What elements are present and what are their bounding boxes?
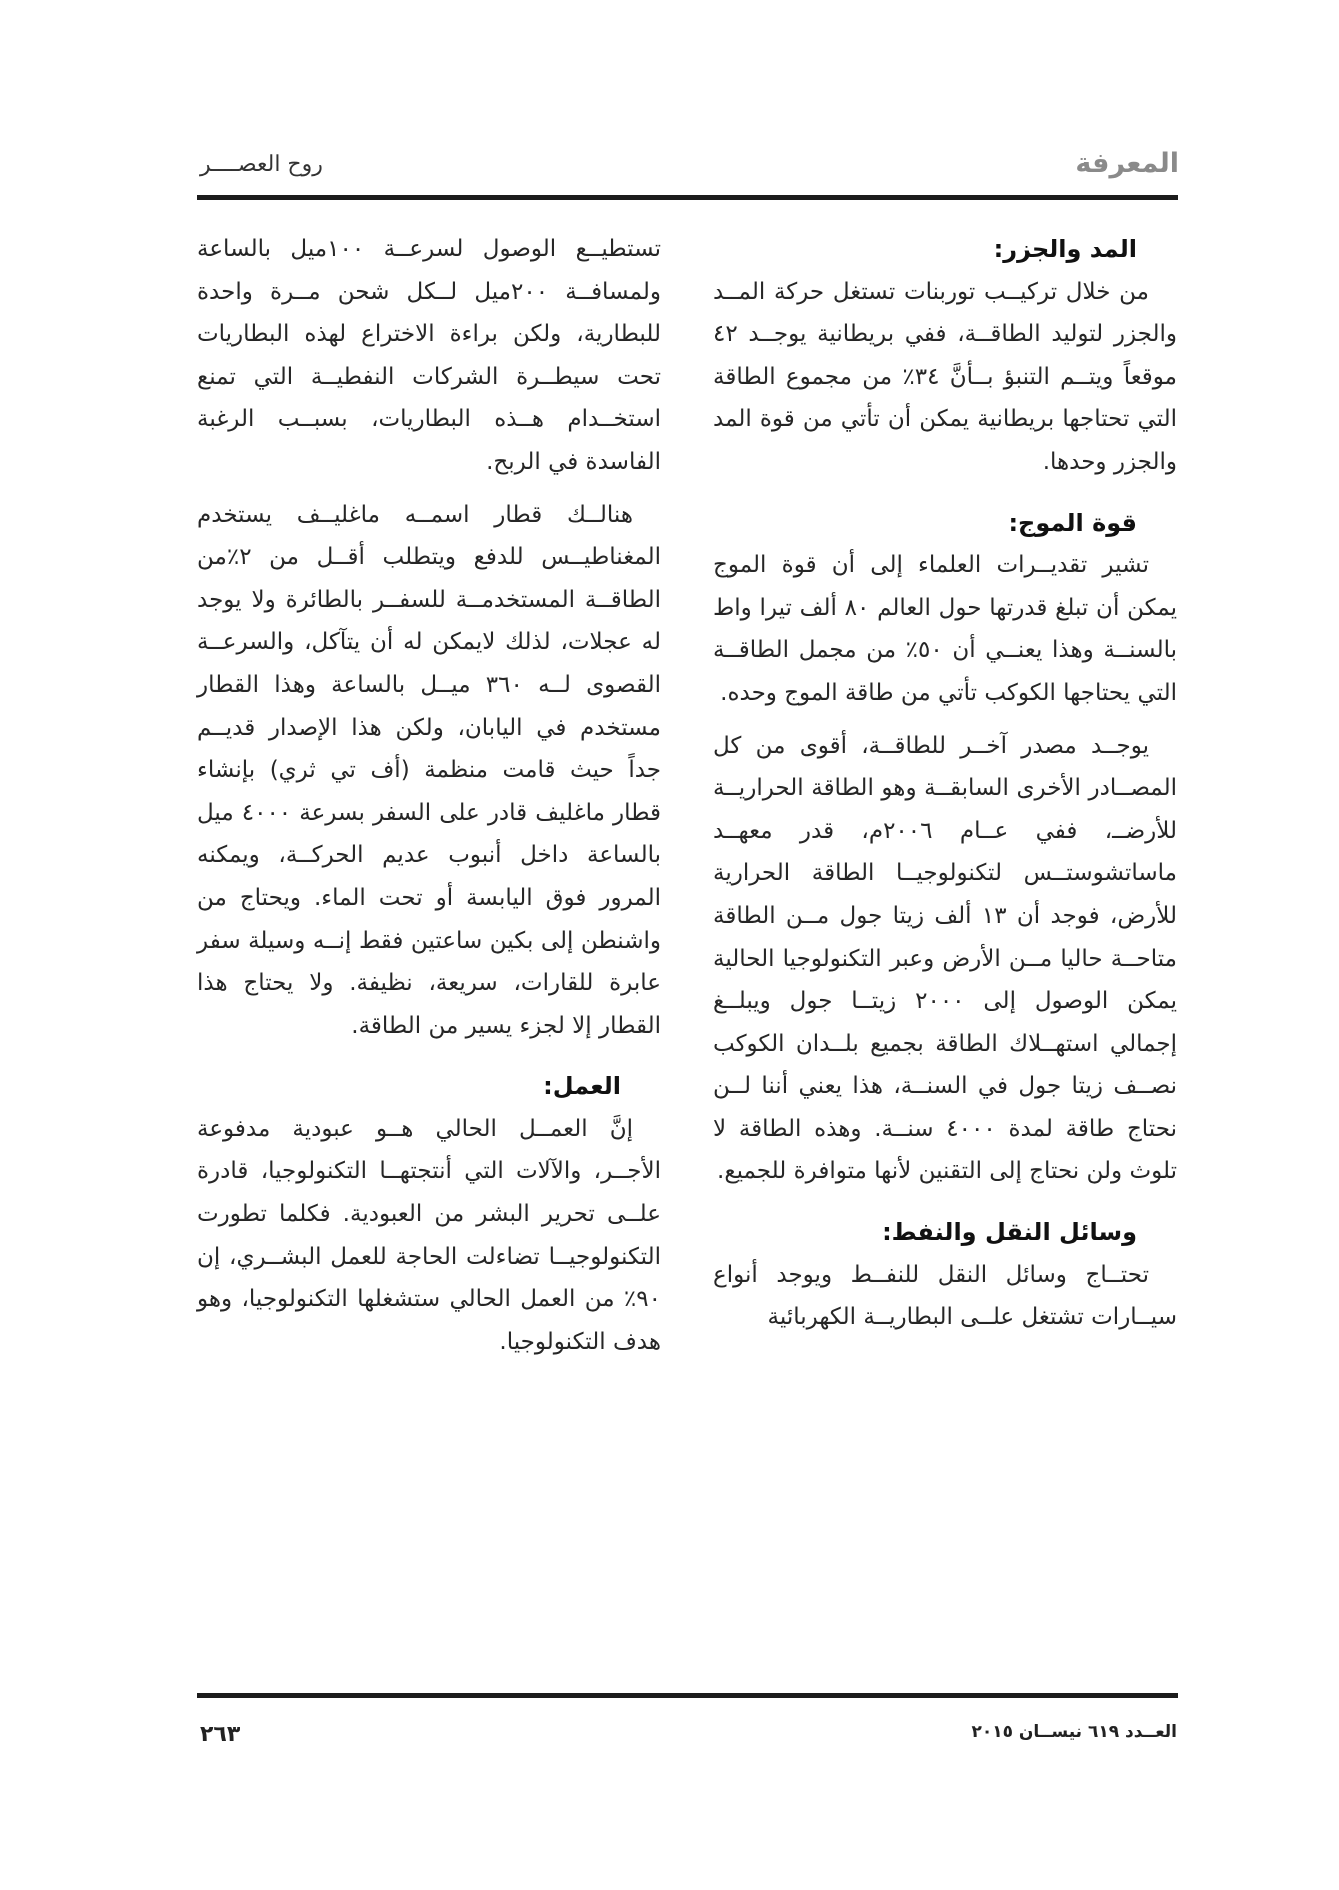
heading-transport-oil: وسائل النقل والنفط: [882,1218,1137,1247]
right-column [713,228,1177,1339]
heading-tides: المد والجزر: [993,235,1137,263]
paragraph-tides: من خلال تركيــب توربنات تستغل حركة المــد والجزر لتوليد الطاقــة، ففي بريطانية يوجــد ٤٢ موقعاً ويتــم التنبؤ بــأنَّ ٣٤٪ من مجموع الطاقة التي تحتاجها بريطانية يمكن أن تأتي من قوة المد والجزر وحدها. [713,278,1177,475]
paragraph-transport-oil: تحتــاج وسائل النقل للنفــط ويوجد أنواع سيــارات تشتغل علــى البطاريــة الكهربائية [713,1261,1177,1331]
paragraph-battery-cars: تستطيــع الوصول لسرعــة ١٠٠ميل بالساعة ولمسافــة ٢٠٠ميل لــكل شحن مــرة واحدة للبطارية، ولكن براءة الاختراع لهذه البطاريات تحت سيطــرة الشركات النفطيــة التي تمنع استخــدام هــذه البطاريات، بسبــب الرغبة الفاسدة في الربح. [197,236,661,475]
paragraph-geothermal: يوجــد مصدر آخــر للطاقــة، أقوى من كل المصــادر الأخرى السابقــة وهو الطاقة الحراريــة للأرضــ، ففي عــام ٢٠٠٦م، قدر معهــد ماساتشوستــس لتكنولوجيــا الطاقة الحرارية للأرض، فوجد أن ١٣ ألف زيتا جول مــن الطاقة متاحــة حاليا مــن الأرض وعبر التكنولوجيا الحالية يمكن الوصول إلى ٢٠٠٠ زيتــا جول ويبلــغ إجمالي استهــلاك الطاقة بجميع بلــدان الكوكب نصــف زيتا جول في السنــة، هذا يعني أننا لــن نحتاج طاقة لمدة ٤٠٠٠ سنــة. وهذه الطاقة لا تلوث ولن نحتاج إلى التقنين لأنها متوافرة للجميع. [713,732,1178,1185]
paragraph-work: إنَّ العمــل الحالي هــو عبودية مدفوعة الأجــر، والآلات التي أنتجتهــا التكنولوجيا، قادرة علــى تحرير البشر من العبودية. فكلما تطورت التكنولوجيــا تضاءلت الحاجة للعمل البشــري، إن ٩٠٪ من العمل الحالي ستشغلها التكنولوجيا، وهو هدف التكنولوجيا. [197,1115,661,1355]
paragraph-maglev: هنالــك قطار اسمــه ماغليــف يستخدم المغناطيــس للدفع ويتطلب أقــل من ٢٪من الطاقــة المستخدمــة للسفــر بالطائرة ولا يوجد له عجلات، لذلك لايمكن له أن يتآكل، والسرعــة القصوى لــه ٣٦٠ ميــل بالساعة وهذا القطار مستخدم في اليابان، ولكن هذا الإصدار قديــم جداً حيث قامت منظمة (أف تي ثري) بإنشاء قطار ماغليف قادر على السفر بسرعة ٤٠٠٠ ميل بالساعة داخل أنبوب عديم الحركــة، ويمكنه المرور فوق اليابسة أو تحت الماء. ويحتاج من واشنطن إلى بكين ساعتين فقط إنــه وسيلة سفر عابرة للقارات، سريعة، نظيفة. ولا يحتاج هذا القطار إلا لجزء يسير من الطاقة. [197,501,661,1039]
section-title: روح العصــــر [200,152,323,177]
left-column [197,228,661,1363]
top-rule [197,195,1178,200]
page-number: ٢٦٣ [200,1722,241,1747]
issue-info: العــدد ٦١٩ نيســان ٢٠١٥ [971,1722,1177,1742]
heading-work: العمل: [543,1072,621,1101]
bottom-rule [197,1693,1178,1698]
magazine-logo: المعرفة [1075,148,1179,179]
paragraph-wave-power: تشير تقديــرات العلماء إلى أن قوة الموج يمكن أن تبلغ قدرتها حول العالم ٨٠ ألف تيرا واط بالسنــة وهذا يعنــي أن ٥٠٪ من مجمل الطاقــة التي يحتاجها الكوكب تأتي من طاقة الموج وحده. [713,552,1178,706]
heading-wave-power: قوة الموج: [1008,508,1137,537]
